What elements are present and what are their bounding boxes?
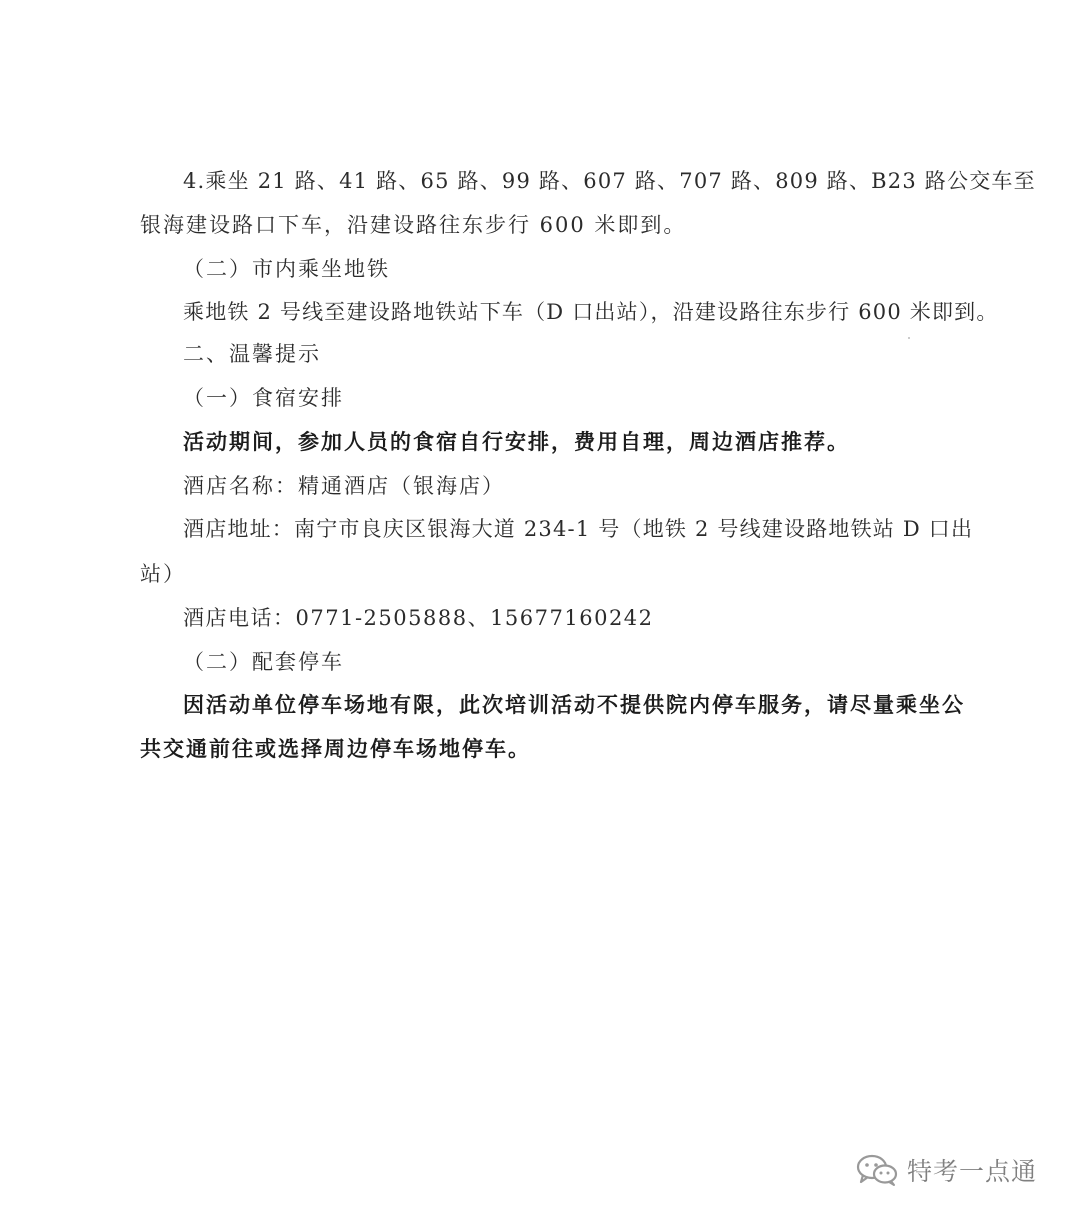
lodging-subheading: （一）食宿安排 [183,386,344,410]
metro-directions: 乘地铁 2 号线至建设路地铁站下车（D 口出站），沿建设路往东步行 600 米即到。 [183,300,999,324]
tips-heading: 二、温馨提示 [183,342,321,366]
metro-subheading: （二）市内乘坐地铁 [183,257,390,281]
hotel-phone: 酒店电话：0771-2505888、15677160242 [183,606,654,630]
parking-notice: 因活动单位停车场地有限，此次培训活动不提供院内停车服务，请尽量乘坐公 [183,692,965,717]
lodging-notice: 活动期间，参加人员的食宿自行安排，费用自理，周边酒店推荐。 [183,429,850,454]
watermark-text: 特考一点通 [907,1157,1038,1186]
parking-notice-continued: 共交通前往或选择周边停车场地停车。 [140,736,531,761]
hotel-name: 酒店名称：精通酒店（银海店） [183,474,505,498]
hotel-address-continued: 站） [140,562,186,586]
bus-routes-line: 4.乘坐 21 路、41 路、65 路、99 路、607 路、707 路、809 路、B23 路公交车至 [183,169,1036,193]
parking-subheading: （二）配套停车 [183,650,344,674]
hotel-address: 酒店地址：南宁市良庆区银海大道 234-1 号（地铁 2 号线建设路地铁站 D 口出 [183,517,974,541]
watermark [855,1152,1037,1188]
wechat-icon [855,1153,899,1187]
bus-routes-line-continued: 银海建设路口下车，沿建设路往东步行 600 米即到。 [140,213,687,237]
scan-speck [908,337,910,339]
